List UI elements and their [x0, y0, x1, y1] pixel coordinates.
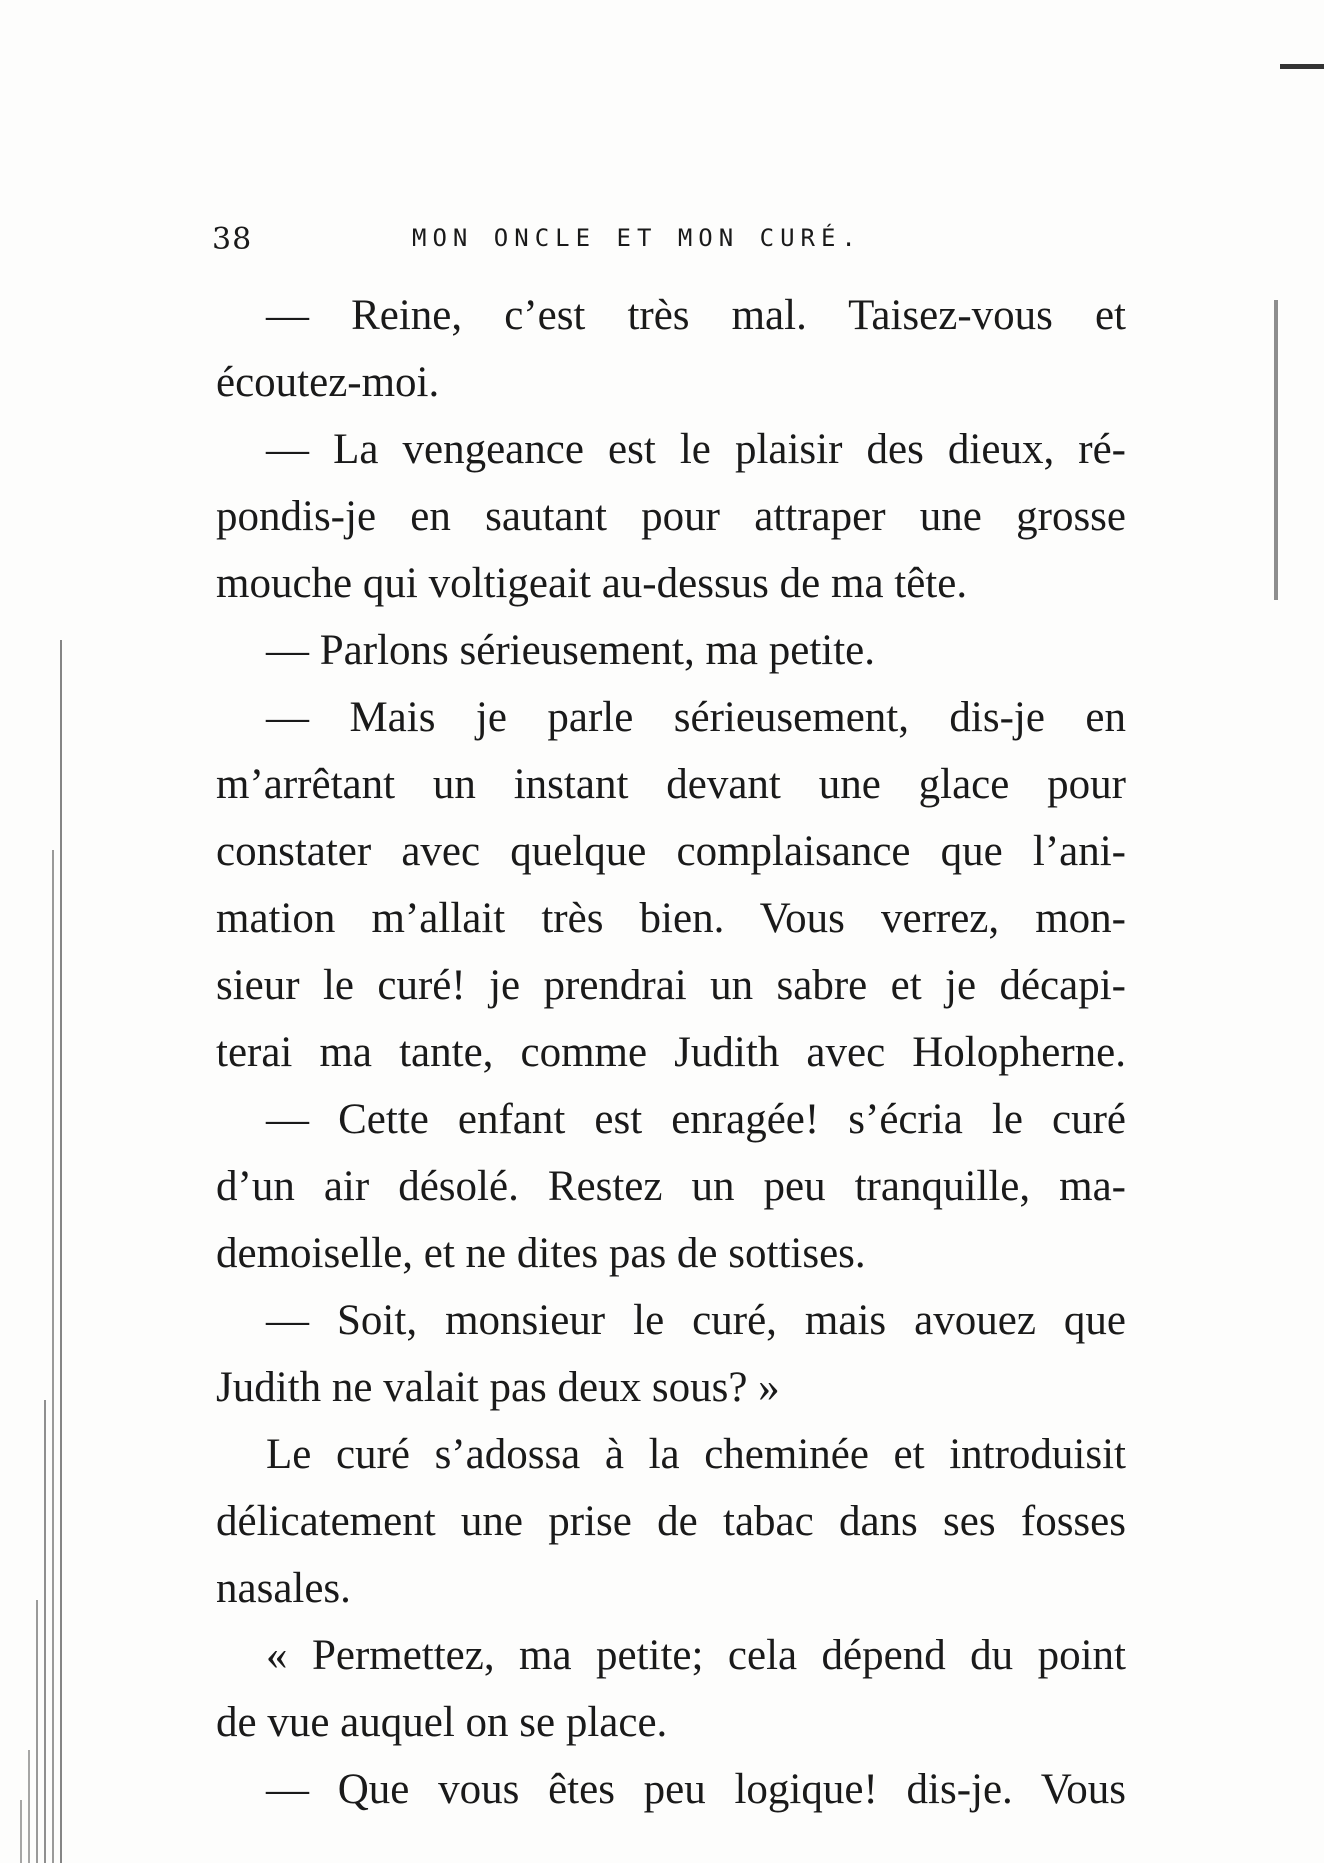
body-text	[216, 282, 1126, 1823]
binding-edge-line	[60, 640, 62, 1863]
text-line: pondis-je en sautant pour attraper une grosse	[216, 493, 1126, 540]
text-line: constater avec quelque complaisance que l’ani-	[216, 828, 1126, 875]
text-line: de vue auquel on se place.	[216, 1699, 668, 1746]
text-line: écoutez-moi.	[216, 359, 440, 406]
text-line: — Cette enfant est enragée! s’écria le curé	[266, 1096, 1126, 1143]
text-line: « Permettez, ma petite; cela dépend du point	[266, 1632, 1126, 1679]
scan-mark	[1280, 64, 1324, 69]
binding-edge-line	[44, 1400, 46, 1863]
text-line: — La vengeance est le plaisir des dieux, ré-	[266, 426, 1126, 473]
text-line: — Soit, monsieur le curé, mais avouez que	[266, 1297, 1126, 1344]
text-line: Le curé s’adossa à la cheminée et introduisit	[266, 1431, 1126, 1478]
text-line: terai ma tante, comme Judith avec Holopherne.	[216, 1029, 1126, 1076]
text-line: Judith ne valait pas deux sous? »	[216, 1364, 780, 1411]
text-line: mouche qui voltigeait au-dessus de ma tête.	[216, 560, 968, 607]
text-line: — Reine, c’est très mal. Taisez-vous et	[266, 292, 1126, 339]
binding-edge-line	[20, 1800, 22, 1863]
text-line: demoiselle, et ne dites pas de sottises.	[216, 1230, 866, 1277]
text-line: d’un air désolé. Restez un peu tranquille, ma-	[216, 1163, 1126, 1210]
running-title: MON ONCLE ET MON CURÉ.	[412, 224, 862, 252]
binding-edge-line	[28, 1750, 30, 1863]
page-number: 38	[212, 222, 253, 257]
text-line: — Que vous êtes peu logique! dis-je. Vous	[266, 1766, 1126, 1813]
binding-edge-line	[52, 850, 54, 1863]
text-line: délicatement une prise de tabac dans ses fosses	[216, 1498, 1126, 1545]
text-line: m’arrêtant un instant devant une glace pour	[216, 761, 1126, 808]
text-line: mation m’allait très bien. Vous verrez, mon-	[216, 895, 1126, 942]
text-line: sieur le curé! je prendrai un sabre et je décapi-	[216, 962, 1126, 1009]
scan-mark	[1274, 300, 1278, 600]
text-line: nasales.	[216, 1565, 351, 1612]
text-line: — Mais je parle sérieusement, dis-je en	[266, 694, 1126, 741]
binding-edge-line	[36, 1600, 38, 1863]
running-head	[212, 222, 1132, 262]
text-line: — Parlons sérieusement, ma petite.	[266, 627, 876, 674]
